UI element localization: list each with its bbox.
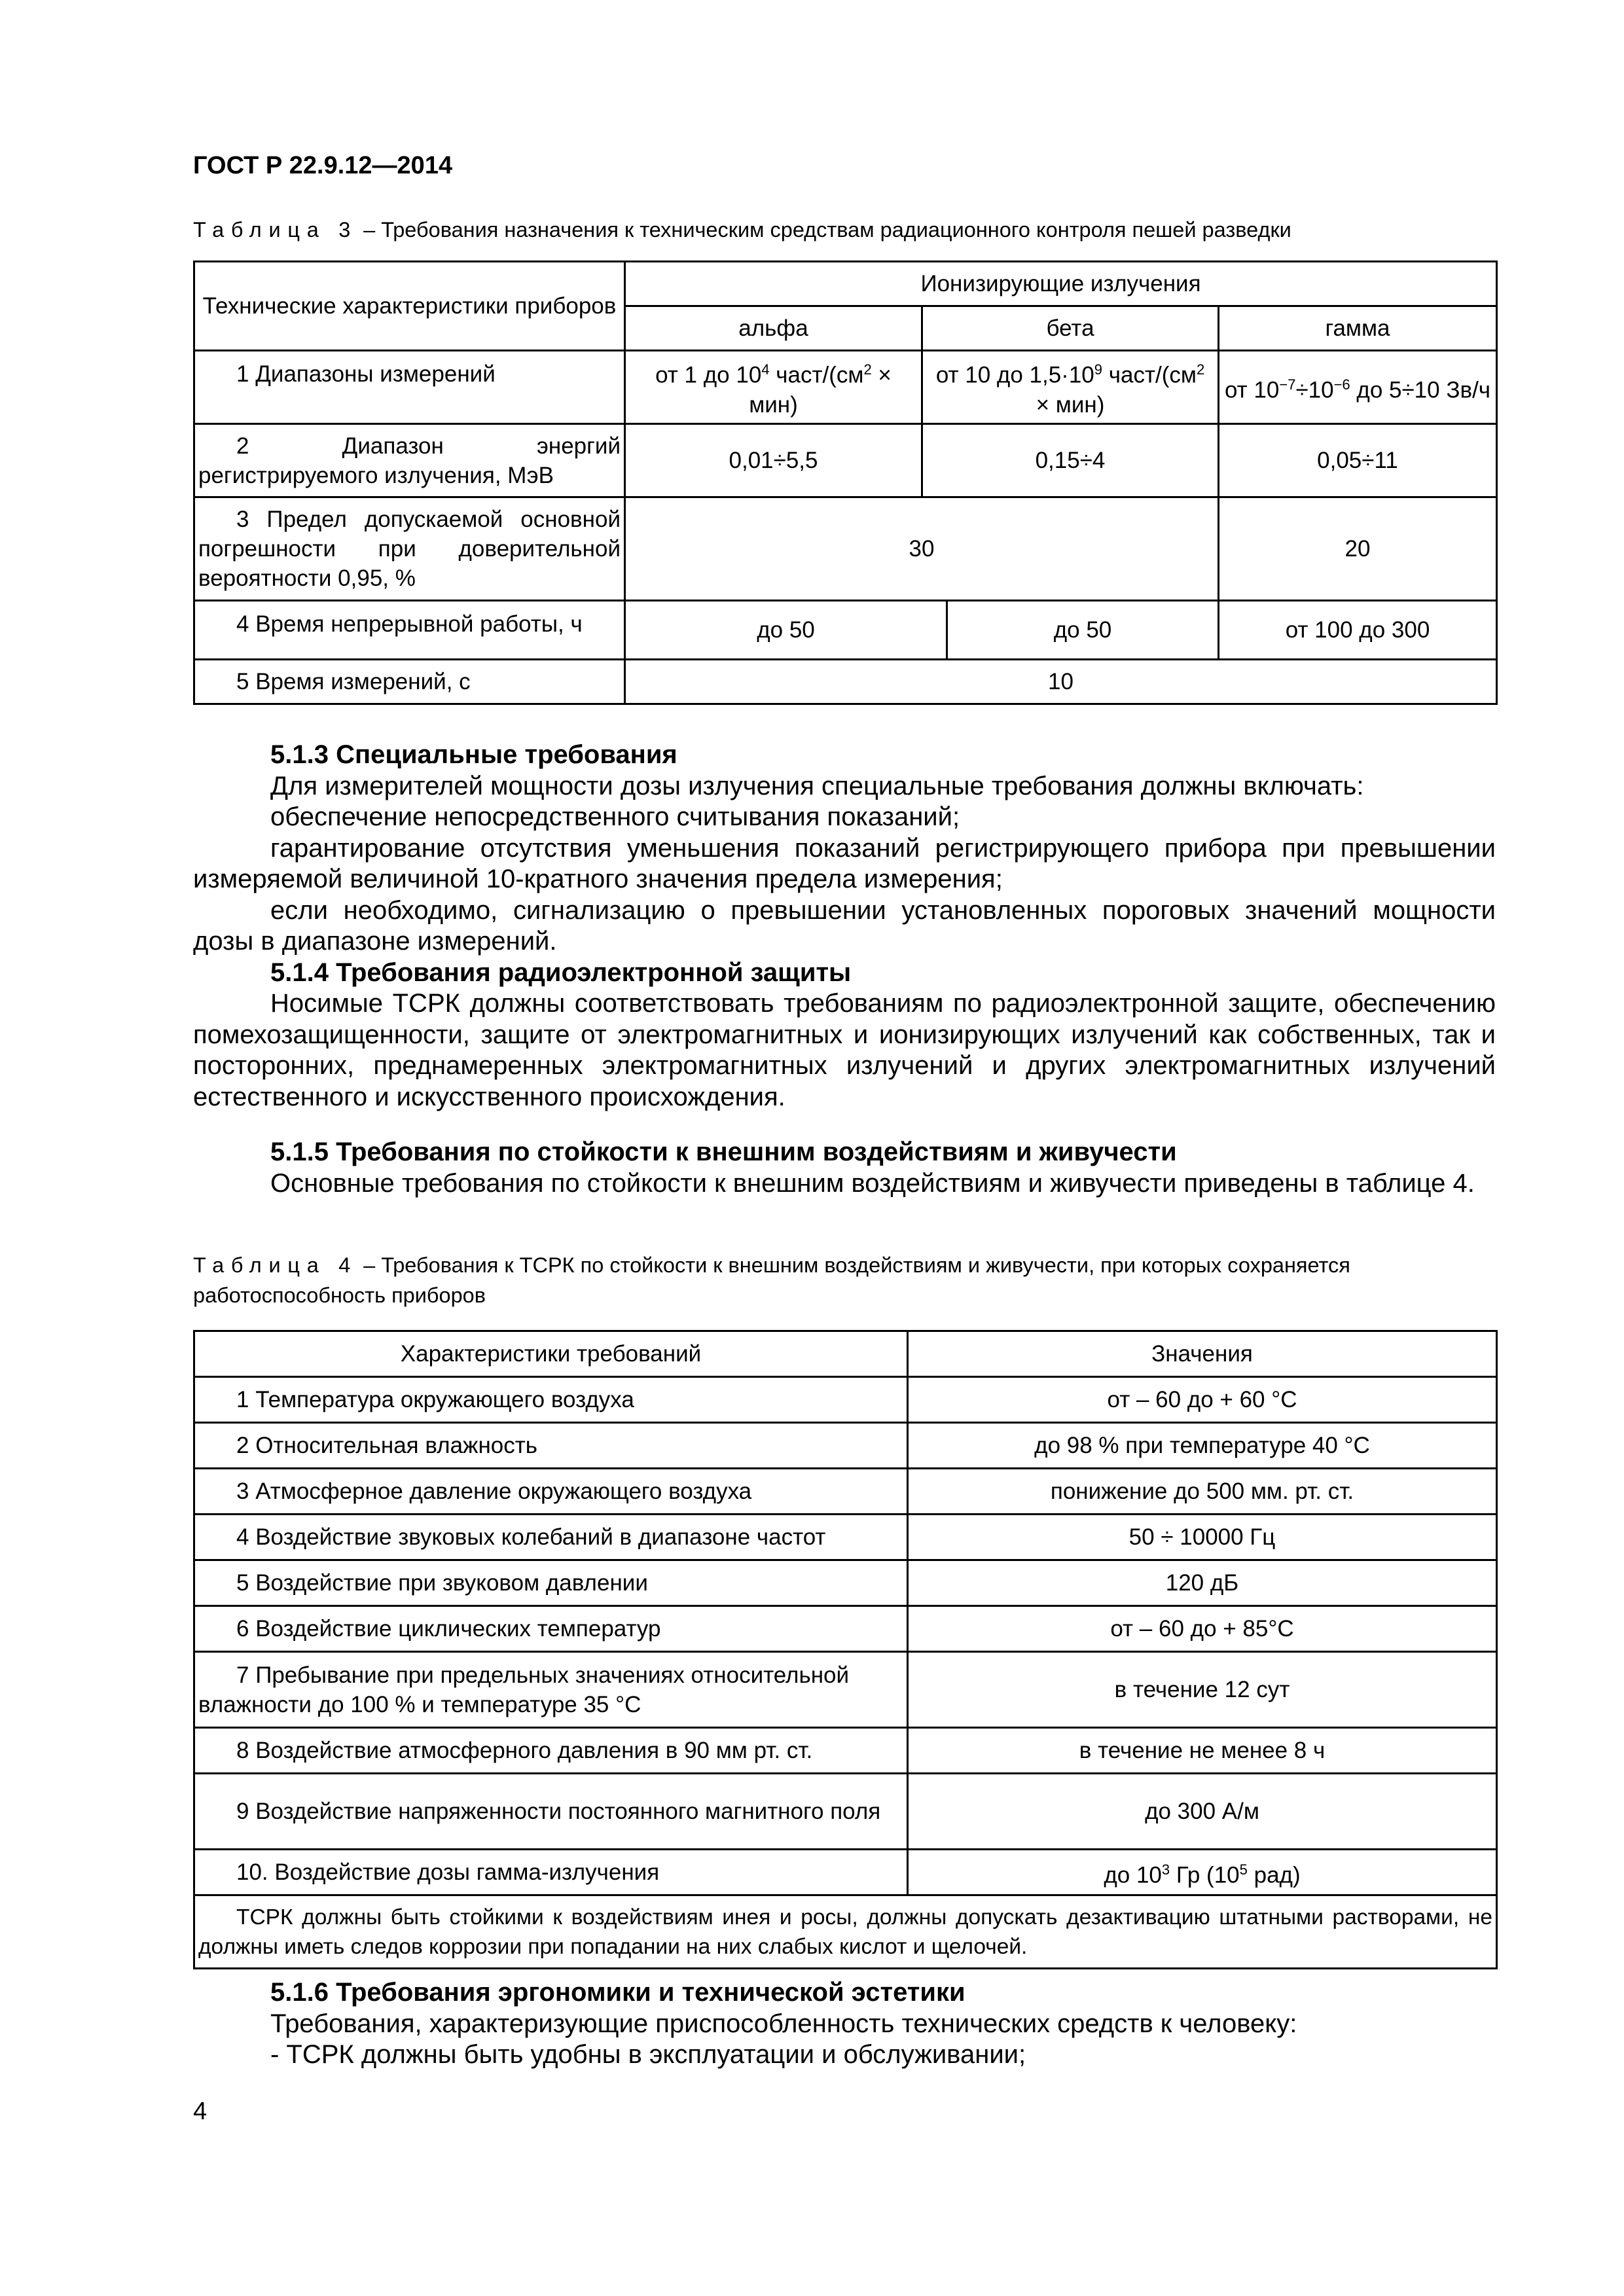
section-5-1-3-4 bbox=[193, 740, 1496, 1113]
table3 bbox=[193, 260, 1498, 705]
table4-head-characteristics: Характеристики требований bbox=[194, 1331, 908, 1377]
table3-row1-gamma: от $10^{-7}\div 10^{-6}$ до 5÷10 Зв/ч bbox=[1219, 351, 1497, 424]
table3-head-characteristics: Технические характеристики приборов bbox=[194, 262, 625, 351]
section-5-1-5-title: 5.1.5 Требования по стойкости к внешним воздействиям и живучести bbox=[270, 1138, 1177, 1166]
table3-row4-gamma: от 100 до 300 bbox=[1219, 601, 1497, 660]
table4-row9-value: до 300 А/м bbox=[908, 1774, 1497, 1850]
table4-row4-value: 50 ÷ 10000 Гц bbox=[908, 1515, 1497, 1560]
table3-row1-alpha: от 1 до $10^4$ част/$(см^2 \times мин)$ bbox=[625, 351, 922, 424]
table3-row4-label: 4 Время непрерывной работы, ч bbox=[194, 601, 625, 660]
section-5-1-3-para-4: если необходимо, сигнализацию о превышении установленных пороговых значений мощности дозы в диапазоне измерений. bbox=[193, 895, 1496, 956]
table4-row1-label: 1 Температура окружающего воздуха bbox=[194, 1377, 908, 1423]
table4-row4-label: 4 Воздействие звуковых колебаний в диапазоне частот bbox=[194, 1515, 908, 1560]
section-5-1-4-para-1: Носимые ТСРК должны соответствовать требованиям по радиоэлектронной защите, обеспечению помехозащищенности, защите от электромагнитных и ионизирующих излучений как собственных, так и посторонних, преднамеренных электромагнитных излучений и других электромагнитных излучений естественного и искусственного происхождения. bbox=[193, 989, 1496, 1111]
table4-row9-label: 9 Воздействие напряженности постоянного магнитного поля bbox=[194, 1774, 908, 1850]
table3-row3-gamma: 20 bbox=[1219, 497, 1497, 601]
section-5-1-4-title: 5.1.4 Требования радиоэлектронной защиты bbox=[270, 958, 852, 987]
section-5-1-3-para-3: гарантирование отсутствия уменьшения показаний регистрирующего прибора при превышении измеряемой величиной 10-кратного значения предела измерения; bbox=[193, 833, 1496, 893]
section-5-1-5-para-1: Основные требования по стойкости к внешним воздействиям и живучести приведены в таблице 4. bbox=[270, 1168, 1475, 1198]
section-5-1-6-para-2: - ТСРК должны быть удобны в эксплуатации и обслуживании; bbox=[270, 2040, 1026, 2069]
table3-caption bbox=[193, 215, 1492, 245]
document-header: ГОСТ Р 22.9.12—2014 bbox=[193, 152, 453, 179]
table3-row4-alpha: до 50 bbox=[625, 601, 947, 660]
table4-row10-value: до $10^3$ Гр ($10^5$ рад) bbox=[908, 1850, 1497, 1895]
section-5-1-3-para-1: Для измерителей мощности дозы излучения специальные требования должны включать: bbox=[270, 771, 1364, 800]
table3-caption-text: – Требования назначения к техническим средствам радиационного контроля пешей разведки bbox=[357, 218, 1291, 242]
table3-row2-beta: 0,15÷4 bbox=[922, 424, 1219, 497]
table3-row2-alpha: 0,01÷5,5 bbox=[625, 424, 922, 497]
section-5-1-6-para-1: Требования, характеризующие приспособленность технических средств к человеку: bbox=[270, 2009, 1297, 2038]
table4-caption-text: – Требования к ТСРК по стойкости к внешним воздействиям и живучести, при которых сохраняется работоспособность приборов bbox=[193, 1253, 1350, 1307]
table4-row10-label: 10. Воздействие дозы гамма-излучения bbox=[194, 1850, 908, 1895]
section-5-1-3-title: 5.1.3 Специальные требования bbox=[270, 740, 677, 769]
section-5-1-6-title: 5.1.6 Требования эргономики и технической эстетики bbox=[270, 1978, 965, 2007]
table3-row5-value: 10 bbox=[625, 660, 1497, 704]
table3-caption-label: Таблица 3 bbox=[193, 218, 358, 242]
table4-note: ТСРК должны быть стойкими к воздействиям инея и росы, должны допускать дезактивацию штатными растворами, не должны иметь следов коррозии при попадании на них слабых кислот и щелочей. bbox=[194, 1895, 1497, 1969]
table4-head-values: Значения bbox=[908, 1331, 1497, 1377]
table3-row2-gamma: 0,05÷11 bbox=[1219, 424, 1497, 497]
table4-row1-value: от – 60 до + 60 °С bbox=[908, 1377, 1497, 1423]
section-5-1-5 bbox=[193, 1137, 1496, 1199]
table3-head-alpha: альфа bbox=[625, 306, 922, 351]
table4-row6-label: 6 Воздействие циклических температур bbox=[194, 1606, 908, 1652]
table4-row7-label: 7 Пребывание при предельных значениях относительной влажности до 100 % и температуре 35 °С bbox=[194, 1652, 908, 1728]
table4 bbox=[193, 1330, 1498, 1969]
table3-row5-label: 5 Время измерений, с bbox=[194, 660, 625, 704]
table4-row2-value: до 98 % при температуре 40 °С bbox=[908, 1423, 1497, 1469]
table4-row6-value: от – 60 до + 85°С bbox=[908, 1606, 1497, 1652]
table3-head-beta: бета bbox=[922, 306, 1219, 351]
table3-row3-alpha-beta: 30 bbox=[625, 497, 1219, 601]
table3-row3-label: 3 Предел допускаемой основной погрешности при доверительной вероятности 0,95, % bbox=[194, 497, 625, 601]
table4-row5-label: 5 Воздействие при звуковом давлении bbox=[194, 1560, 908, 1606]
table4-row8-label: 8 Воздействие атмосферного давления в 90 мм рт. ст. bbox=[194, 1728, 908, 1774]
table4-caption bbox=[193, 1250, 1492, 1310]
section-5-1-3-para-2: обеспечение непосредственного считывания показаний; bbox=[270, 802, 960, 831]
table3-head-radiation: Ионизирующие излучения bbox=[625, 262, 1497, 306]
table4-caption-label: Таблица 4 bbox=[193, 1253, 358, 1277]
table4-row3-value: понижение до 500 мм. рт. ст. bbox=[908, 1469, 1497, 1515]
table4-row2-label: 2 Относительная влажность bbox=[194, 1423, 908, 1469]
table4-row3-label: 3 Атмосферное давление окружающего воздуха bbox=[194, 1469, 908, 1515]
table4-row8-value: в течение не менее 8 ч bbox=[908, 1728, 1497, 1774]
table3-row4-beta: до 50 bbox=[947, 601, 1219, 660]
section-5-1-6 bbox=[193, 1977, 1496, 2071]
table3-row1-label: 1 Диапазоны измерений bbox=[194, 351, 625, 424]
table3-head-gamma: гамма bbox=[1219, 306, 1497, 351]
table3-row1-beta: от 10 до $1,5\cdot 10^9$ част/$(см^2 \times мин)$ bbox=[922, 351, 1219, 424]
table4-row7-value: в течение 12 сут bbox=[908, 1652, 1497, 1728]
table4-row5-value: 120 дБ bbox=[908, 1560, 1497, 1606]
page-number: 4 bbox=[193, 2098, 208, 2125]
table3-row2-label: 2 Диапазон энергий регистрируемого излучения, МэВ bbox=[194, 424, 625, 497]
